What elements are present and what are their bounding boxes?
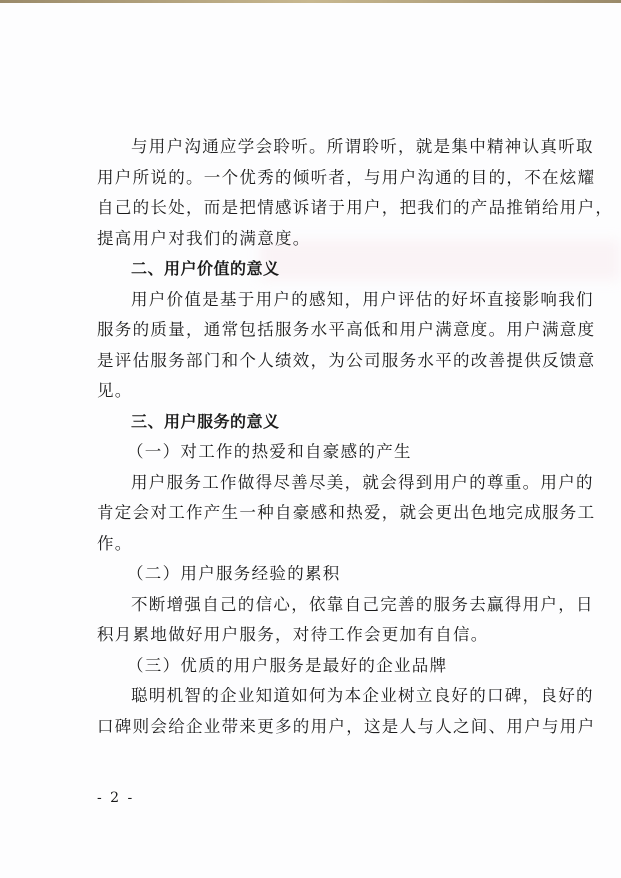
text-line: 是评估服务部门和个人绩效，为公司服务水平的改善提供反馈意 <box>97 350 596 370</box>
paragraph-user-value <box>97 285 597 407</box>
paragraph-brand <box>97 681 597 742</box>
subheading-brand: （三）优质的用户服务是最好的企业品牌 <box>127 655 448 675</box>
scan-top-edge <box>0 0 621 3</box>
paragraph-pride <box>97 468 597 560</box>
paragraph-experience <box>97 590 597 651</box>
text-line: 用户价值是基于用户的感知，用户评估的好坏直接影响我们 <box>131 289 594 309</box>
text-line: 不断增强自己的信心，依靠自己完善的服务去赢得用户，日 <box>131 594 594 614</box>
subheading-experience: （二）用户服务经验的累积 <box>127 564 341 583</box>
text-line: 口碑则会给企业带来更多的用户，这是人与人之间、用户与用户 <box>97 716 596 736</box>
section-heading-user-service: 三、用户服务的意义 <box>131 411 280 431</box>
text-line: 提高用户对我们的满意度。 <box>97 228 311 248</box>
section-heading-user-value: 二、用户价值的意义 <box>131 259 280 278</box>
text-line: 与用户沟通应学会聆听。所谓聆听，就是集中精神认真听取 <box>131 137 594 156</box>
text-line: 作。 <box>97 533 133 553</box>
text-line: 用户服务工作做得尽善尽美，就会得到用户的尊重。用户的 <box>131 472 594 492</box>
text-line: 自己的长处，而是把情感诉诸于用户，把我们的产品推销给用户， <box>97 198 614 217</box>
paragraph-listening <box>97 132 614 254</box>
text-line: 用户所说的。一个优秀的倾听者，与用户沟通的目的，不在炫耀 <box>97 167 596 187</box>
text-line: 聪明机智的企业知道如何为本企业树立良好的口碑，良好的 <box>131 686 594 705</box>
page-number: - 2 - <box>97 790 135 806</box>
subheading-pride: （一）对工作的热爱和自豪感的产生 <box>127 442 412 461</box>
text-line: 见。 <box>97 381 133 400</box>
text-line: 服务的质量，通常包括服务水平高低和用户满意度。用户满意度 <box>97 320 596 339</box>
document-page <box>97 132 614 742</box>
text-line: 肯定会对工作产生一种自豪感和热爱，就会更出色地完成服务工 <box>97 503 596 522</box>
text-line: 积月累地做好用户服务，对待工作会更加有自信。 <box>97 625 489 644</box>
